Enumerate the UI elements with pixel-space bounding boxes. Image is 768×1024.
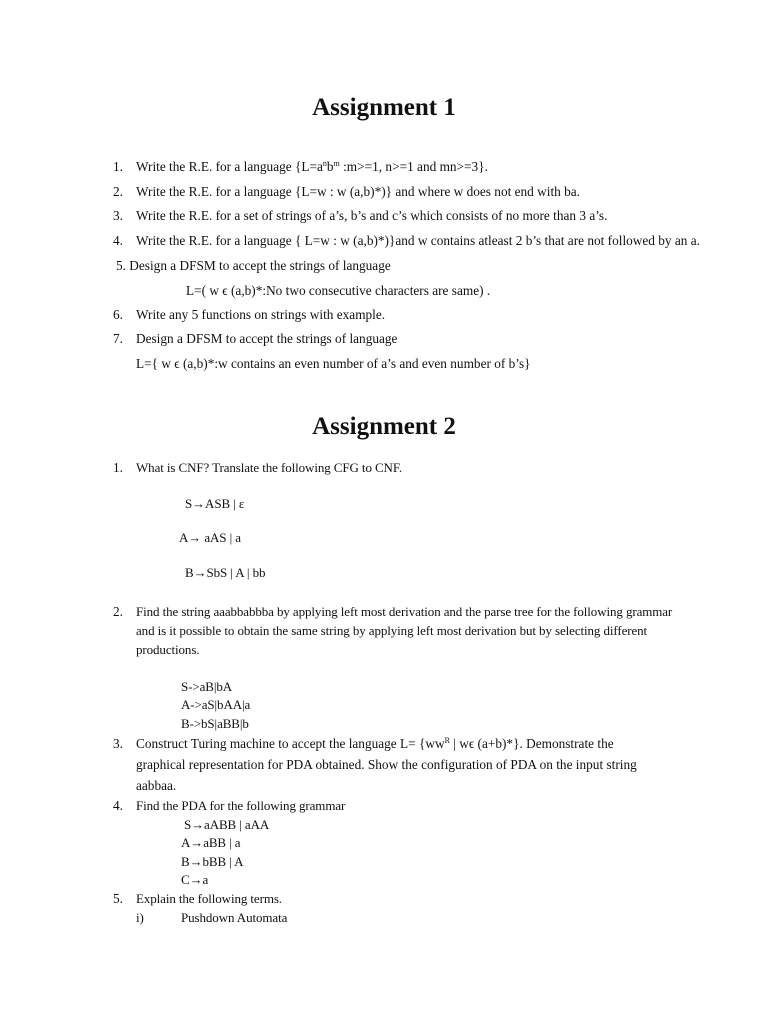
item-number: 2.	[113, 604, 123, 619]
question-text: Write any 5 functions on strings with example.	[136, 307, 386, 322]
question-text: Write the R.E. for a set of strings of a’s, b’s and c’s which consists of no more than 3 a’s.	[136, 208, 608, 223]
question-text: Write the R.E. for a language {$L=a^nb^m$ :m>=1, n>=1 and mn>=3}.	[136, 159, 488, 174]
grammar-rule: B→SbS | A | bb	[185, 565, 266, 580]
question-text: Write the R.E. for a language {L=w : w (a,b)*)} and where w does not end with ba.	[136, 184, 580, 199]
item-number: 5.	[113, 891, 123, 906]
item-number: 1.	[113, 159, 123, 174]
question-text: Find the PDA for the following grammar	[136, 798, 346, 813]
item-number: 1.	[113, 460, 123, 475]
item-number: 6.	[113, 307, 123, 322]
question-text: What is CNF? Translate the following CFG to CNF.	[136, 460, 403, 475]
question-text: Construct Turing machine to accept the language $L= \{ww^R$ | wϵ (a+b)*}. Demonstrate the	[136, 736, 614, 751]
question-text: Find the string aaabbabbba by applying left most derivation and the parse tree for the following grammar	[136, 604, 673, 619]
language-definition: L={ w ϵ (a,b)*:w contains an even number of a’s and even number of b’s}	[136, 356, 531, 371]
question-text: Design a DFSM to accept the strings of language	[136, 331, 398, 346]
item-number: 7.	[113, 331, 123, 346]
question-text: 5. Design a DFSM to accept the strings of language	[116, 258, 391, 273]
item-number: 4.	[113, 798, 123, 813]
grammar-rule: A→aBB | a	[181, 835, 241, 850]
item-number: 3.	[113, 736, 123, 751]
item-number: 4.	[113, 233, 123, 248]
question-text: aabbaa.	[136, 778, 177, 793]
grammar-rule: B→bBB | A	[181, 854, 244, 869]
grammar-rule: C→a	[181, 872, 209, 887]
question-text: Explain the following terms.	[136, 891, 282, 906]
question-text: Write the R.E. for a language { L=w : w (a,b)*)}and w contains atleast 2 b’s that are not followed by an a.	[136, 233, 700, 248]
item-number: 3.	[113, 208, 123, 223]
assignment-2-title: Assignment 2	[312, 413, 456, 440]
grammar-rule: A→ aAS | a	[179, 530, 241, 545]
grammar-rule: S→ASB | ε	[185, 496, 245, 511]
sub-item-number: i)	[136, 910, 144, 925]
grammar-rule: S->aB|bA	[181, 679, 233, 694]
question-text: and is it possible to obtain the same string by applying left most derivation but by selecting different	[136, 623, 648, 638]
grammar-rule: B->bS|aBB|b	[181, 716, 249, 731]
grammar-rule: S→aABB | aAA	[184, 817, 270, 832]
item-number: 2.	[113, 184, 123, 199]
question-text: graphical representation for PDA obtained. Show the configuration of PDA on the input string	[136, 757, 637, 772]
assignment-1-title: Assignment 1	[312, 94, 456, 121]
question-text: productions.	[136, 642, 200, 657]
language-definition: L=( w ϵ (a,b)*:No two consecutive characters are same) .	[186, 283, 491, 298]
grammar-rule: A->aS|bAA|a	[181, 697, 251, 712]
sub-item-text: Pushdown Automata	[181, 910, 288, 925]
